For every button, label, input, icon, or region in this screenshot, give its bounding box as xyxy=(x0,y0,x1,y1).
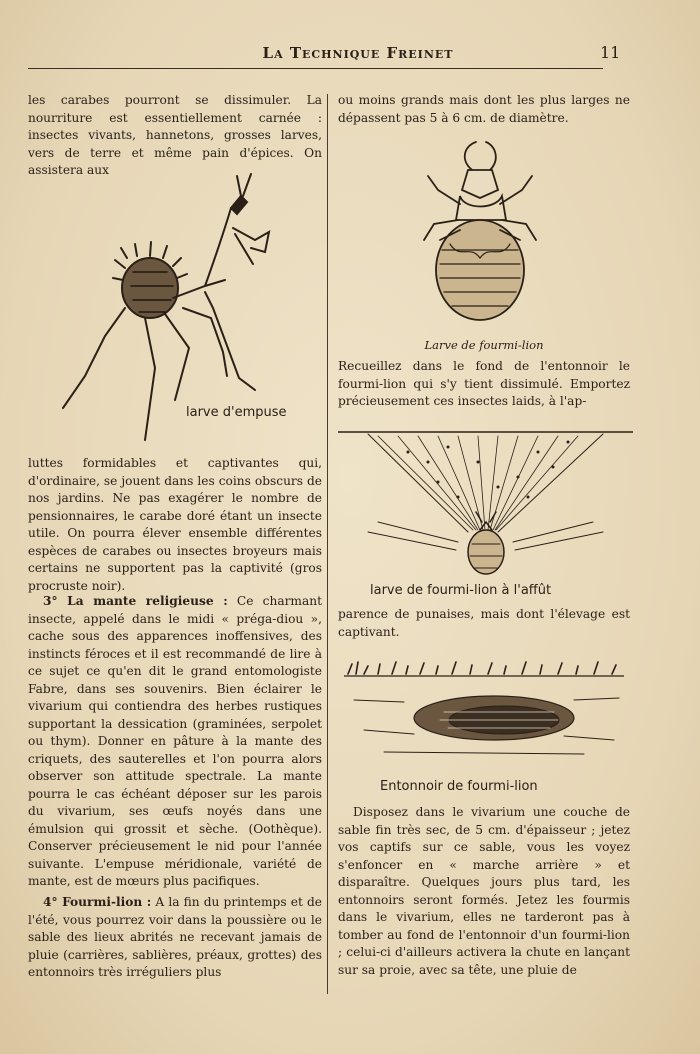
page-number: 11 xyxy=(600,43,621,62)
mantis-paragraph xyxy=(28,593,322,891)
left-paragraph-4 xyxy=(28,894,322,982)
header-rule xyxy=(28,68,603,69)
right-paragraph-1-text: ou moins grands mais dont les plus larges ne dépassent pas 5 à 6 cm. de diamètre. xyxy=(338,93,630,125)
antlion-larva-caption: Larve de fourmi-lion xyxy=(424,338,544,352)
right-paragraph-2 xyxy=(338,358,630,411)
column-divider xyxy=(327,94,328,994)
left-paragraph-2 xyxy=(28,455,322,595)
antlion-ambush-illustration xyxy=(338,422,633,582)
right-paragraph-1 xyxy=(338,92,630,127)
empuse-larva-caption: larve d'empuse xyxy=(186,405,287,420)
antlion-funnel-illustration xyxy=(344,660,624,775)
right-paragraph-3-text: parence de punaises, mais dont l'élevage est captivant. xyxy=(338,607,630,639)
mantis-text: Ce charmant insecte, appelé dans le midi « prégа-diou », cache sous des apparences inoffensives, des instincts féroces et il est recommandé de lire à ce sujet ce qu'en dit le grand entomologiste Fabre, dans ses souvenirs. Bien éclairer le vivarium qui contiendra des herbes rustiques supportant la dessication (graminées, serpolet ou thym). Donner en pâture à la mante des criquets, des sauterelles et l'on pourra alors observer son attitude spectrale. La mante pourra le cas échéant déposer sur les parois du vivarium, ses œufs noyés dans une émulsion qui grossit et sèche. (Oothèque). Conserver précieusement le nid pour l'année suivante. L'empuse méridionale, variété de mante, est de mœurs plus pacifiques. xyxy=(28,594,322,888)
empuse-larva-illustration xyxy=(55,168,315,443)
antlion-funnel-caption: Entonnoir de fourmi-lion xyxy=(380,779,538,794)
right-paragraph-2-text: Recueillez dans le fond de l'entonnoir le fourmi-lion qui s'y tient dissimulé. Emportez précieusement ces insectes laids, à l'ap- xyxy=(338,359,630,408)
left-paragraph-1 xyxy=(28,92,322,180)
left-paragraph-3 xyxy=(28,593,322,891)
right-paragraph-4-text: Disposez dans le vivarium une couche de sable fin très sec, de 5 cm. d'épaisseur ; jetez vos captifs sur ce sable, vous les voyez s'enfoncer en « marche arrière » et disparaître. Quelques jours plus tard, les entonnoirs seront formés. Jetez les fourmis dans le vivarium, elles ne tarderont pas à tomber au fond de l'entonnoir d'un fourmi-lion ; celui-ci d'ailleurs activera la chute en lançant sur sa proie, avec sa tête, une pluie de xyxy=(338,805,630,977)
antlion-text: A la fin du printemps et de l'été, vous pourrez voir dans la poussière ou le sable des lieux abrités ne recevant jamais de pluie (carrières, sablières, préaux, grottes) des entonnoirs très irréguliers plus xyxy=(28,895,322,979)
antlion-ambush-caption: larve de fourmi-lion à l'affût xyxy=(370,583,552,598)
mantis-heading: 3° La mante religieuse : xyxy=(43,594,228,608)
left-paragraph-1-text: les carabes pourront se dissimuler. La nourriture est essentiellement carnée : insectes vivants, hannetons, grosses larves, vers de terre et même pain d'épices. On assistera aux xyxy=(28,93,322,177)
antlion-larva-illustration xyxy=(420,140,540,330)
left-paragraph-2-text: luttes formidables et captivantes qui, d'ordinaire, se jouent dans les coins obscurs de nos jardins. Ne pas exagérer le nombre de pensionnaires, le carabe doré étant un insecte utile. On pourra élever ensemble différentes espèces de carabes ou insectes broyeurs mais certains ne supportent pas la captivité (gros procruste noir). xyxy=(28,456,322,593)
right-paragraph-3 xyxy=(338,606,630,641)
running-header-title: La Technique Freinet xyxy=(262,44,454,62)
antlion-heading: 4° Fourmi-lion : xyxy=(43,895,152,909)
right-paragraph-4 xyxy=(338,804,630,979)
antlion-paragraph xyxy=(28,894,322,982)
